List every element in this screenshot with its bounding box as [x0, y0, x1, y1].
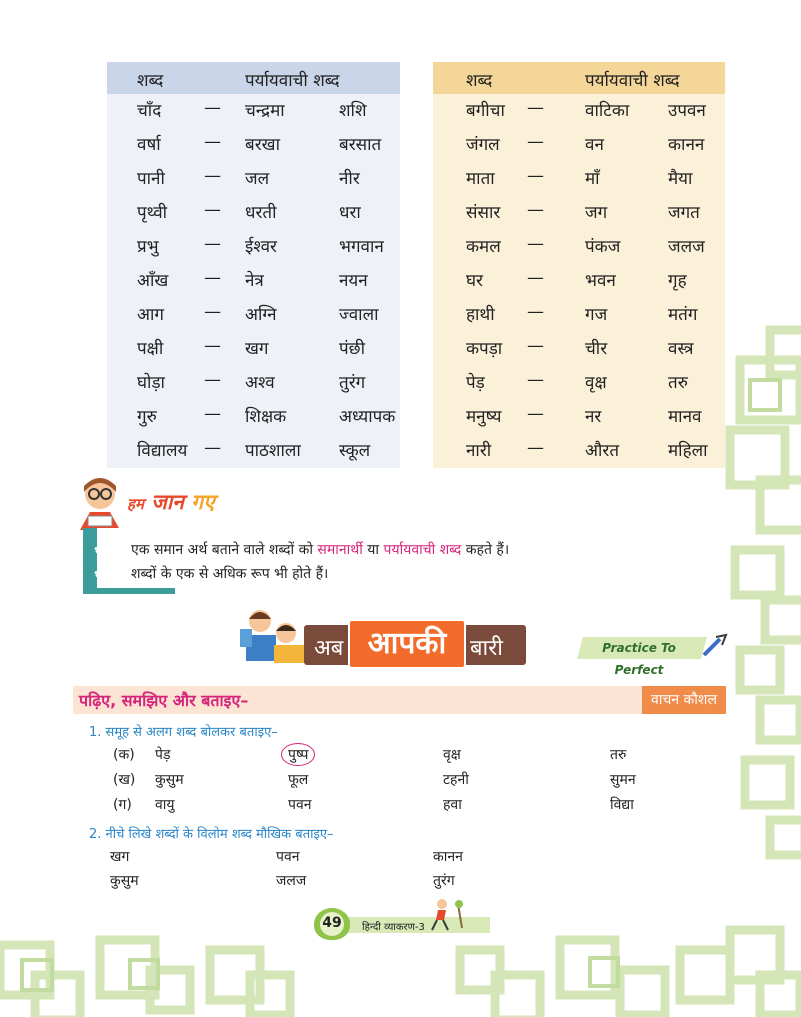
table-cell: —	[527, 200, 544, 220]
table-cell: तरु	[668, 373, 688, 393]
table-cell: चन्द्रमा	[245, 101, 285, 121]
table-cell: वाटिका	[585, 101, 630, 121]
table-cell: अग्नि	[245, 305, 277, 325]
table-row	[107, 94, 400, 128]
table-cell: मानव	[668, 407, 702, 427]
option-word: विद्या	[610, 797, 634, 813]
table-cell: हाथी	[466, 305, 495, 325]
table-cell: घोड़ा	[137, 373, 165, 393]
option-word: फूल	[288, 772, 309, 788]
info-line-1: एक समान अर्थ बताने वाले शब्दों को समानार्थी या पर्यायवाची शब्द कहते हैं।	[131, 542, 510, 558]
table-cell: अश्व	[245, 373, 275, 393]
table-cell: कपड़ा	[466, 339, 503, 359]
page-number-badge	[314, 908, 350, 940]
option-word: हवा	[443, 797, 462, 813]
option-word: पेड़	[155, 747, 171, 763]
table-row	[433, 264, 725, 298]
table-cell: संसार	[466, 203, 501, 223]
table-cell: उपवन	[668, 101, 706, 121]
table-cell: —	[527, 404, 544, 424]
table-cell: पंछी	[339, 339, 365, 359]
table-cell: —	[204, 438, 221, 458]
table-cell: —	[204, 404, 221, 424]
option-word: (ख)	[113, 772, 136, 788]
table-cell: जगत	[668, 203, 700, 223]
section-header: पढ़िए, समझिए और बताइए– वाचन कौशल	[73, 686, 726, 714]
table-row	[107, 264, 400, 298]
table-row	[107, 196, 400, 230]
table-cell: धरती	[245, 203, 277, 223]
option-word: कुसुम	[155, 772, 184, 788]
option-word: तरु	[610, 747, 627, 763]
table-cell: आँख	[137, 271, 169, 291]
table-row	[107, 332, 400, 366]
table-row	[107, 298, 400, 332]
option-word: कुसुम	[110, 873, 139, 889]
table-cell: भगवान	[339, 237, 384, 257]
table-cell: बगीचा	[466, 101, 505, 121]
page-number: 49	[322, 915, 342, 931]
table-cell: मनुष्य	[466, 407, 502, 427]
table-cell: गुरु	[137, 407, 157, 427]
table-cell: नर	[585, 407, 602, 427]
table-cell: नारी	[466, 441, 492, 461]
table-cell: वस्त्र	[668, 339, 694, 359]
flower-icon: ✿	[94, 567, 104, 580]
table-row	[433, 332, 725, 366]
table-cell: पानी	[137, 169, 165, 189]
table-cell: —	[204, 336, 221, 356]
option-word: खग	[110, 849, 130, 865]
table-cell: गृह	[668, 271, 687, 291]
table-cell: जंगल	[466, 135, 500, 155]
option-word: टहनी	[443, 772, 469, 788]
option-word: (ग)	[113, 797, 132, 813]
option-word: वायु	[155, 797, 175, 813]
skill-badge: वाचन कौशल	[642, 686, 726, 714]
table-row	[433, 230, 725, 264]
table-cell: ईश्वर	[245, 237, 277, 257]
table-cell: —	[527, 268, 544, 288]
table-cell: घर	[466, 271, 483, 291]
ham-jaan-gaye-title: हम जान गए	[127, 490, 215, 514]
table-cell: वन	[585, 135, 604, 155]
kids-illustration	[238, 605, 308, 665]
table-cell: —	[527, 166, 544, 186]
practice-to-perfect-tag: Practice To Perfect	[577, 637, 707, 659]
table-row	[107, 434, 400, 468]
table-cell: कानन	[668, 135, 705, 155]
table-row	[433, 434, 725, 468]
table-cell: —	[527, 132, 544, 152]
table-cell: मतंग	[668, 305, 698, 325]
synonym-table-right	[433, 62, 725, 468]
table-cell: —	[204, 370, 221, 390]
option-word: जलज	[276, 873, 307, 889]
circled-answer: पुष्प	[281, 743, 315, 766]
table-cell: पंकज	[585, 237, 621, 257]
table-cell: औरत	[585, 441, 620, 461]
table-cell: —	[527, 370, 544, 390]
table-cell: जल	[245, 169, 270, 189]
table-cell: विद्यालय	[137, 441, 188, 461]
ab-aapki-baari-banner: अब आपकी बारी	[304, 625, 526, 665]
table-cell: गज	[585, 305, 608, 325]
table-cell: —	[204, 268, 221, 288]
running-child-icon	[428, 898, 472, 932]
option-word: पवन	[288, 797, 312, 813]
table-cell: —	[204, 166, 221, 186]
table-cell: धरा	[339, 203, 361, 223]
table-cell: खग	[245, 339, 269, 359]
table-cell: —	[204, 132, 221, 152]
table-cell: बरखा	[245, 135, 280, 155]
table-row	[433, 298, 725, 332]
table-row	[107, 128, 400, 162]
table-cell: नीर	[339, 169, 360, 189]
table-cell: चाँद	[137, 101, 162, 121]
option-word: (क)	[113, 747, 135, 763]
table-cell: शिक्षक	[245, 407, 287, 427]
table-row	[433, 366, 725, 400]
table-cell: —	[204, 302, 221, 322]
table-cell: जलज	[668, 237, 705, 257]
table-row	[107, 366, 400, 400]
table-cell: माँ	[585, 169, 600, 189]
table-cell: पृथ्वी	[137, 203, 168, 223]
table-cell: वर्षा	[137, 135, 161, 155]
table-cell: पेड़	[466, 373, 485, 393]
table-cell: —	[204, 98, 221, 118]
table-cell: —	[527, 336, 544, 356]
table-cell: भवन	[585, 271, 616, 291]
option-word: कानन	[433, 849, 463, 865]
table-row	[433, 162, 725, 196]
table-cell: पक्षी	[137, 339, 164, 359]
table-cell: वृक्ष	[585, 373, 607, 393]
info-line-2: शब्दों के एक से अधिक रूप भी होते हैं।	[131, 566, 329, 582]
table-cell: —	[204, 234, 221, 254]
option-word: सुमन	[610, 772, 636, 788]
table-cell: आग	[137, 305, 164, 325]
table-cell: —	[527, 234, 544, 254]
option-word: तुरंग	[433, 873, 455, 889]
table-cell: कमल	[466, 237, 501, 257]
table-cell: नेत्र	[245, 271, 264, 291]
table-cell: पाठशाला	[245, 441, 301, 461]
table-cell: चीर	[585, 339, 608, 359]
table-cell: —	[527, 98, 544, 118]
table-cell: प्रभु	[137, 237, 159, 257]
table-cell: स्कूल	[339, 441, 371, 461]
question-2-label: 2. नीचे लिखे शब्दों के विलोम शब्द मौखिक बताइए–	[89, 827, 334, 842]
table-row	[433, 94, 725, 128]
table-cell: बरसात	[339, 135, 382, 155]
table-cell: अध्यापक	[339, 407, 396, 427]
table-cell: —	[204, 200, 221, 220]
option-word: वृक्ष	[443, 747, 461, 763]
table-cell: मैया	[668, 169, 693, 189]
table-cell: शशि	[339, 101, 367, 121]
table-cell: महिला	[668, 441, 708, 461]
table-cell: ज्वाला	[339, 305, 379, 325]
pencil-icon	[700, 633, 728, 659]
table-row	[433, 128, 725, 162]
question-1-label: 1. समूह से अलग शब्द बोलकर बताइए–	[89, 725, 278, 740]
synonym-table-left	[107, 62, 400, 468]
table-cell: —	[527, 302, 544, 322]
table-header: शब्द पर्यायवाची शब्द	[433, 62, 725, 94]
table-header: शब्द पर्यायवाची शब्द	[107, 62, 400, 94]
option-word: पवन	[276, 849, 300, 865]
table-cell: नयन	[339, 271, 368, 291]
table-cell: —	[527, 438, 544, 458]
table-row	[107, 400, 400, 434]
table-row	[107, 162, 400, 196]
table-row	[433, 196, 725, 230]
table-row	[433, 400, 725, 434]
table-row	[107, 230, 400, 264]
table-cell: तुरंग	[339, 373, 366, 393]
table-cell: माता	[466, 169, 495, 189]
flower-icon: ✿	[94, 543, 104, 556]
table-cell: जग	[585, 203, 608, 223]
reading-girl-illustration	[70, 472, 130, 532]
book-title: हिन्दी व्याकरण-3	[362, 922, 425, 933]
